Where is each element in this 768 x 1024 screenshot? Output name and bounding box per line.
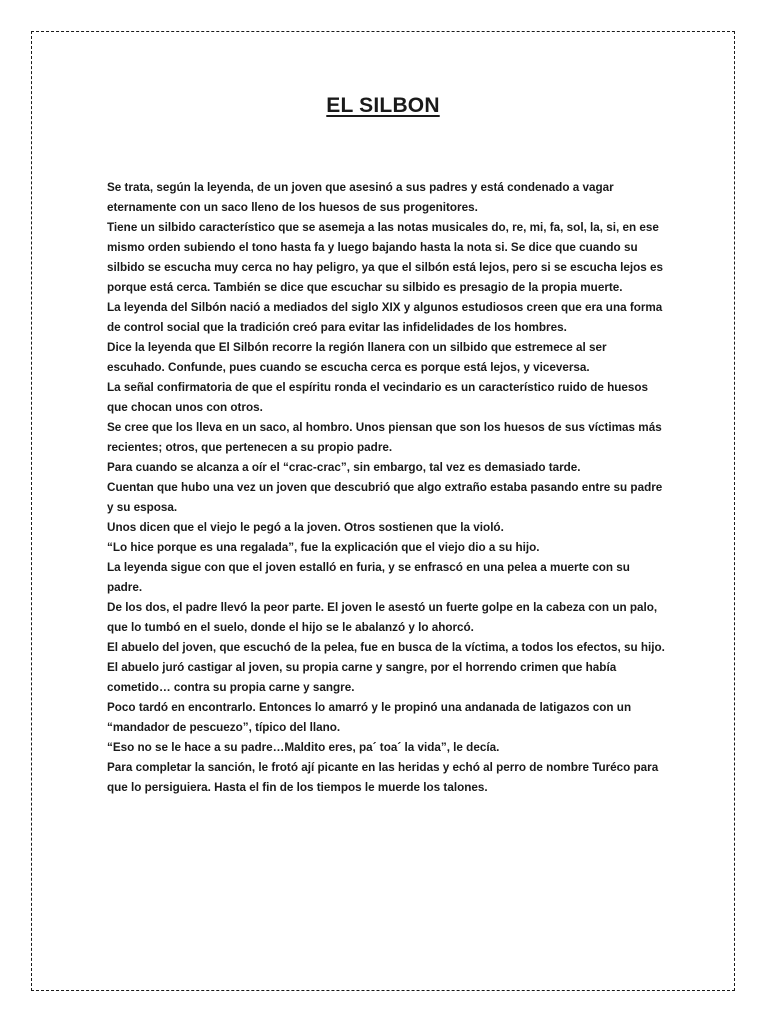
paragraph: La leyenda sigue con que el joven estalló en furia, y se enfrascó en una pelea a muerte con su padre. — [107, 561, 630, 594]
paragraph: Cuentan que hubo una vez un joven que descubrió que algo extraño estaba pasando entre su padre y su esposa. — [107, 481, 663, 514]
paragraph: Poco tardó en encontrarlo. Entonces lo amarró y le propinó una andanada de latigazos con un “mandador de pescuezo”, típico del llano. — [107, 701, 632, 734]
paragraph: La leyenda del Silbón nació a mediados del siglo XIX y algunos estudiosos creen que era una forma de control social que la tradición creó para evitar las infidelidades de los hombres. — [107, 301, 663, 334]
paragraph: El abuelo del joven, que escuchó de la pelea, fue en busca de la víctima, a todos los efectos, su hijo. El abuelo juró castigar al joven, su propia carne y sangre, por el horrendo crimen que había cometido… contra su propia carne y sangre. — [107, 641, 665, 694]
paragraph: Se trata, según la leyenda, de un joven que asesinó a sus padres y está condenado a vagar eternamente con un saco lleno de los huesos de sus progenitores. — [107, 181, 614, 214]
paragraph: “Lo hice porque es una regalada”, fue la explicación que el viejo dio a su hijo. — [107, 541, 540, 554]
paragraph: Para completar la sanción, le frotó ají picante en las heridas y echó al perro de nombre Turéco para que lo persiguiera. Hasta el fin de los tiempos le muerde los talones. — [107, 761, 659, 794]
paragraph: Se cree que los lleva en un saco, al hombro. Unos piensan que son los huesos de sus víctimas más recientes; otros, que pertenecen a su propio padre. — [107, 421, 662, 454]
paragraph: De los dos, el padre llevó la peor parte. El joven le asestó un fuerte golpe en la cabeza con un palo, que lo tumbó en el suelo, donde el hijo se le abalanzó y lo ahorcó. — [107, 601, 658, 634]
document-title: EL SILBON — [326, 94, 440, 117]
document-body — [107, 178, 667, 798]
paragraph: Tiene un silbido característico que se asemeja a las notas musicales do, re, mi, fa, sol, la, si, en ese mismo orden subiendo el tono hasta fa y luego bajando hasta la nota si. Se dice que cuando su silbido se escucha muy cerca no hay peligro, ya que el silbón está lejos, pero si se escucha lejos es porque está cerca. También se dice que escuchar su silbido es presagio de la propia muerte. — [107, 221, 664, 294]
document-page — [31, 31, 735, 991]
paragraph: La señal confirmatoria de que el espíritu ronda el vecindario es un característico ruido de huesos que chocan unos con otros. — [107, 381, 649, 414]
paragraph: Unos dicen que el viejo le pegó a la joven. Otros sostienen que la violó. — [107, 521, 504, 534]
paragraph: Dice la leyenda que El Silbón recorre la región llanera con un silbido que estremece al ser escuhado. Confunde, pues cuando se escucha cerca es porque está lejos, y viceversa. — [107, 341, 607, 374]
paragraph: Para cuando se alcanza a oír el “crac-crac”, sin embargo, tal vez es demasiado tarde. — [107, 461, 581, 474]
paragraph: “Eso no se le hace a su padre…Maldito eres, pa´ toa´ la vida”, le decía. — [107, 741, 500, 754]
